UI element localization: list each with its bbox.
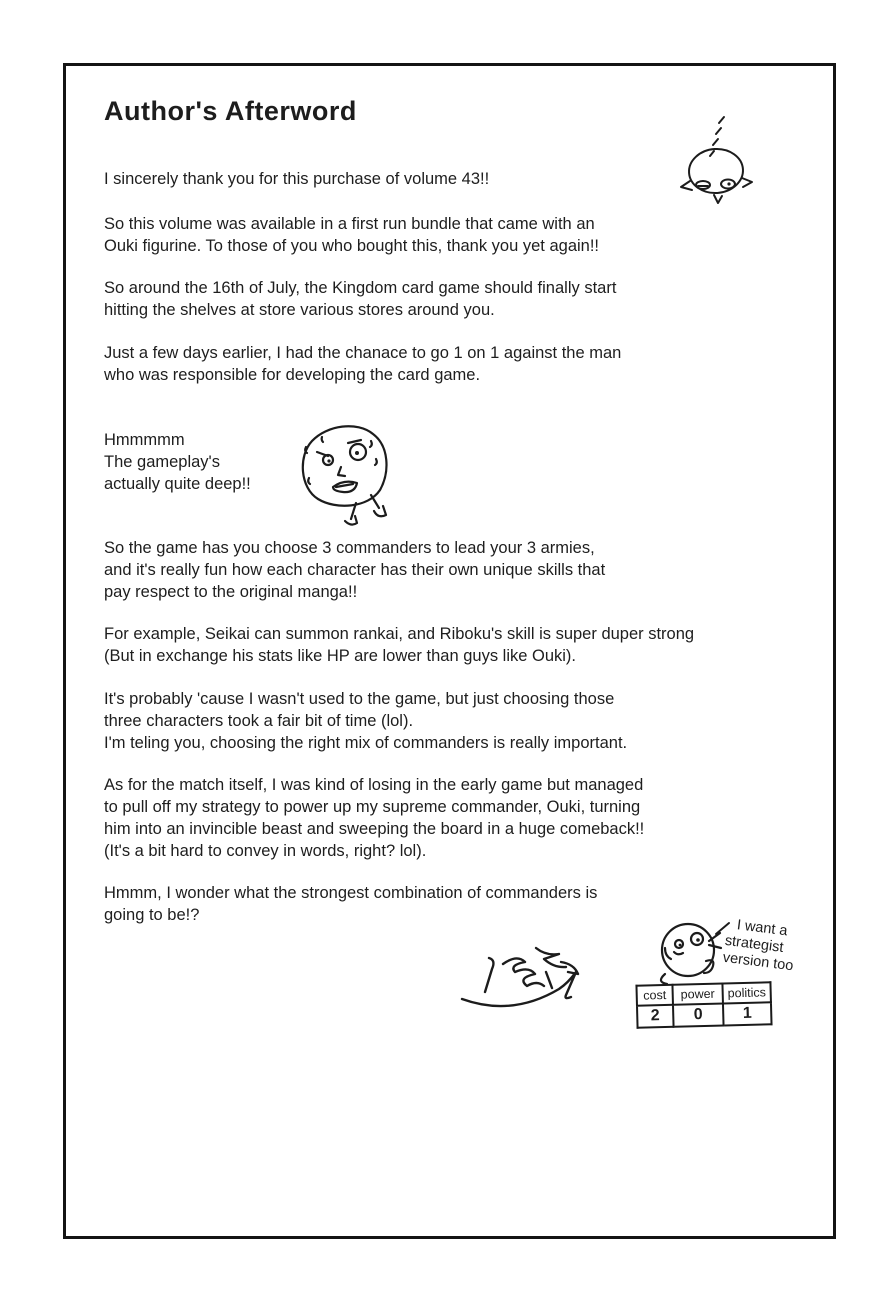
text-line: (But in exchange his stats like HP are lower than guys like Ouki). [104, 647, 576, 665]
text-line: I'm teling you, choosing the right mix of commanders is really important. [104, 734, 628, 752]
text-line: (It's a bit hard to convey in words, right? lol). [104, 842, 427, 860]
card-stats-value-row [637, 1002, 772, 1028]
paragraph-card-game-release [104, 277, 616, 321]
paragraph-1on1 [104, 342, 621, 386]
paragraph-choosing [104, 688, 627, 754]
text-line: I want a [735, 917, 789, 940]
text-line: Just a few days earlier, I had the chanace to go 1 on 1 against the man [104, 344, 622, 362]
text-line: So the game has you choose 3 commanders to lead your 3 armies, [104, 539, 595, 557]
stat-header-power: power [672, 984, 723, 1005]
text-line: to pull off my strategy to power up my supreme commander, Ouki, turning [104, 798, 641, 816]
text-line: As for the match itself, I was kind of losing in the early game but managed [104, 776, 644, 794]
text-line: version too [721, 949, 795, 975]
paragraph-wonder [104, 882, 597, 926]
text-line: Hmmm, I wonder what the strongest combination of commanders is [104, 884, 598, 902]
text-line: three characters took a fair bit of time (lol). [104, 712, 414, 730]
text-line: It's probably 'cause I wasn't used to the game, but just choosing those [104, 690, 615, 708]
text-line: who was responsible for developing the card game. [104, 366, 481, 384]
chick-speech-text [722, 916, 799, 975]
aside-hmm [104, 429, 251, 495]
text-line: For example, Seikai can summon rankai, and Riboku's skill is super duper strong [104, 625, 695, 643]
paragraph-thanks [104, 168, 489, 190]
paragraph-bundle [104, 213, 599, 257]
text-line: The gameplay's [104, 453, 220, 471]
text-line: So this volume was available in a first run bundle that came with an [104, 215, 595, 233]
text-line: strategist [723, 932, 785, 956]
text-line: pay respect to the original manga!! [104, 583, 358, 601]
text-line: him into an invincible beast and sweeping the board in a huge comeback!! [104, 820, 645, 838]
card-stats-table [635, 981, 772, 1029]
stat-value-politics: 1 [723, 1002, 772, 1025]
paragraph-match [104, 774, 644, 862]
stat-header-cost: cost [636, 985, 673, 1006]
paragraph-commanders [104, 537, 605, 603]
text-line: So around the 16th of July, the Kingdom card game should finally start [104, 279, 617, 297]
paragraph-seikai-riboku [104, 623, 694, 667]
text-line: actually quite deep!! [104, 475, 251, 493]
text-line: I sincerely thank you for this purchase of volume 43!! [104, 170, 490, 188]
stat-value-cost: 2 [637, 1005, 674, 1028]
text-line: Ouki figurine. To those of you who bought this, thank you yet again!! [104, 237, 600, 255]
text-line: hitting the shelves at store various stores around you. [104, 301, 495, 319]
stat-value-power: 0 [673, 1004, 724, 1027]
text-line: and it's really fun how each character has their own unique skills that [104, 561, 606, 579]
stat-header-politics: politics [722, 982, 771, 1003]
page-title: Author's Afterword [104, 96, 357, 126]
text-line: Hmmmmm [104, 431, 185, 449]
text-line: going to be!? [104, 906, 200, 924]
